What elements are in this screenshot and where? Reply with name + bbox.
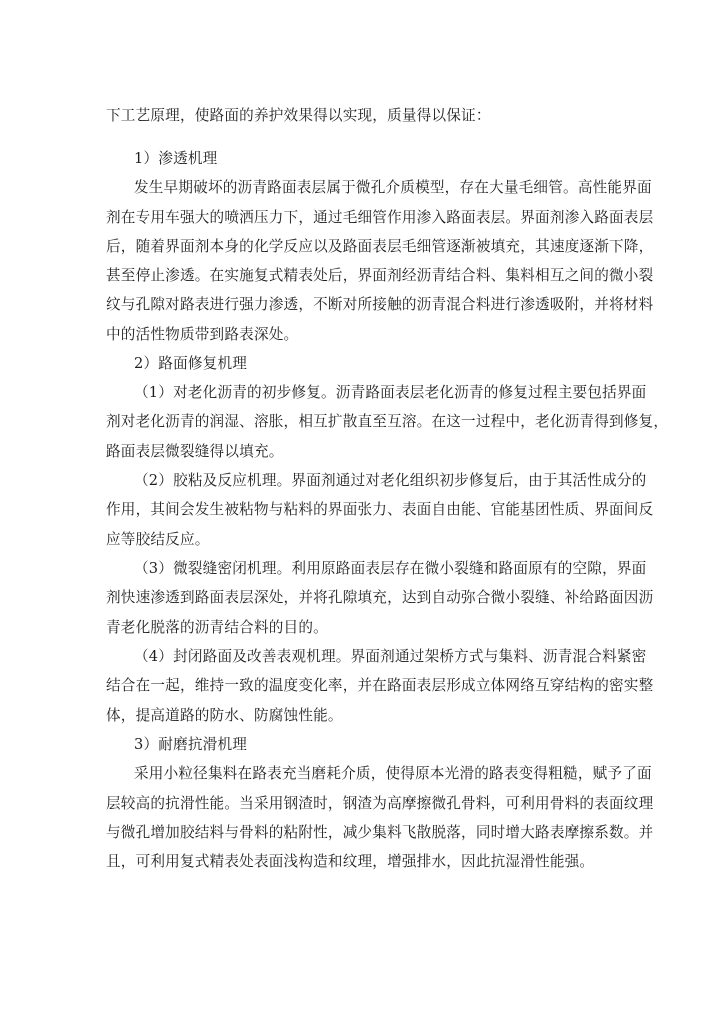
text-line: 体，提高道路的防水、防腐蚀性能。 <box>106 707 343 724</box>
text-line: （1）对老化沥青的初步修复。沥青路面表层老化沥青的修复过程主要包括界面 <box>134 384 647 401</box>
text-line: 剂快速渗透到路面表层深处，并将孔隙填充，达到自动弥合微小裂缝、补给路面因沥 <box>106 589 654 606</box>
text-line: 青老化脱落的沥青结合料的目的。 <box>106 619 328 636</box>
section-heading: 2）路面修复机理 <box>134 355 248 372</box>
text-line: 层较高的抗滑性能。当采用钢渣时，钢渣为高摩擦微孔骨料，可利用骨料的表面纹理 <box>106 795 654 812</box>
section-heading: 3）耐磨抗滑机理 <box>134 736 248 753</box>
text-line: 中的活性物质带到路表深处。 <box>106 326 299 343</box>
text-line: 采用小粒径集料在路表充当磨耗介质，使得原本光滑的路表变得粗糙，赋予了面 <box>134 765 652 782</box>
text-line: 作用，其间会发生被粘物与粘料的界面张力、表面自由能、官能基团性质、界面间反 <box>106 501 654 518</box>
section-heading: 1）渗透机理 <box>134 150 218 167</box>
text-line: 结合在一起，维持一致的温度变化率，并在路面表层形成立体网络互穿结构的密实整 <box>106 677 654 694</box>
text-line: 纹与孔隙对路表进行强力渗透，不断对所接触的沥青混合料进行渗透吸附，并将材料 <box>106 296 654 313</box>
text-line: 且，可利用复式精表处表面浅构造和纹理，增强排水，因此抗湿滑性能强。 <box>106 853 595 870</box>
text-line: 剂在专用车强大的喷洒压力下，通过毛细管作用渗入路面表层。界面剂渗入路面表层 <box>106 209 654 226</box>
text-line: 后，随着界面剂本身的化学反应以及路面表层毛细管逐渐被填充，其速度逐渐下降， <box>106 238 654 255</box>
text-line: 与微孔增加胶结料与骨料的粘附性，减少集料飞散脱落，同时增大路表摩擦系数。并 <box>106 824 654 841</box>
text-line: （2）胶粘及反应机理。界面剂通过对老化组织初步修复后，由于其活性成分的 <box>134 472 647 489</box>
text-line: 应等胶结反应。 <box>106 531 210 548</box>
text-line: 剂对老化沥青的润湿、溶胀，相互扩散直至互溶。在这一过程中，老化沥青得到修复， <box>106 413 669 430</box>
text-line: 发生早期破坏的沥青路面表层属于微孔介质模型，存在大量毛细管。高性能界面 <box>134 179 652 196</box>
text-line: 路面表层微裂缝得以填充。 <box>106 443 284 460</box>
text-line: 下工艺原理，使路面的养护效果得以实现，质量得以保证： <box>106 107 491 124</box>
text-line: （4）封闭路面及改善表观机理。界面剂通过架桥方式与集料、沥青混合料紧密 <box>134 648 647 665</box>
text-line: 甚至停止渗透。在实施复式精表处后，界面剂经沥青结合料、集料相互之间的微小裂 <box>106 267 654 284</box>
text-line: （3）微裂缝密闭机理。利用原路面表层存在微小裂缝和路面原有的空隙，界面 <box>134 560 647 577</box>
